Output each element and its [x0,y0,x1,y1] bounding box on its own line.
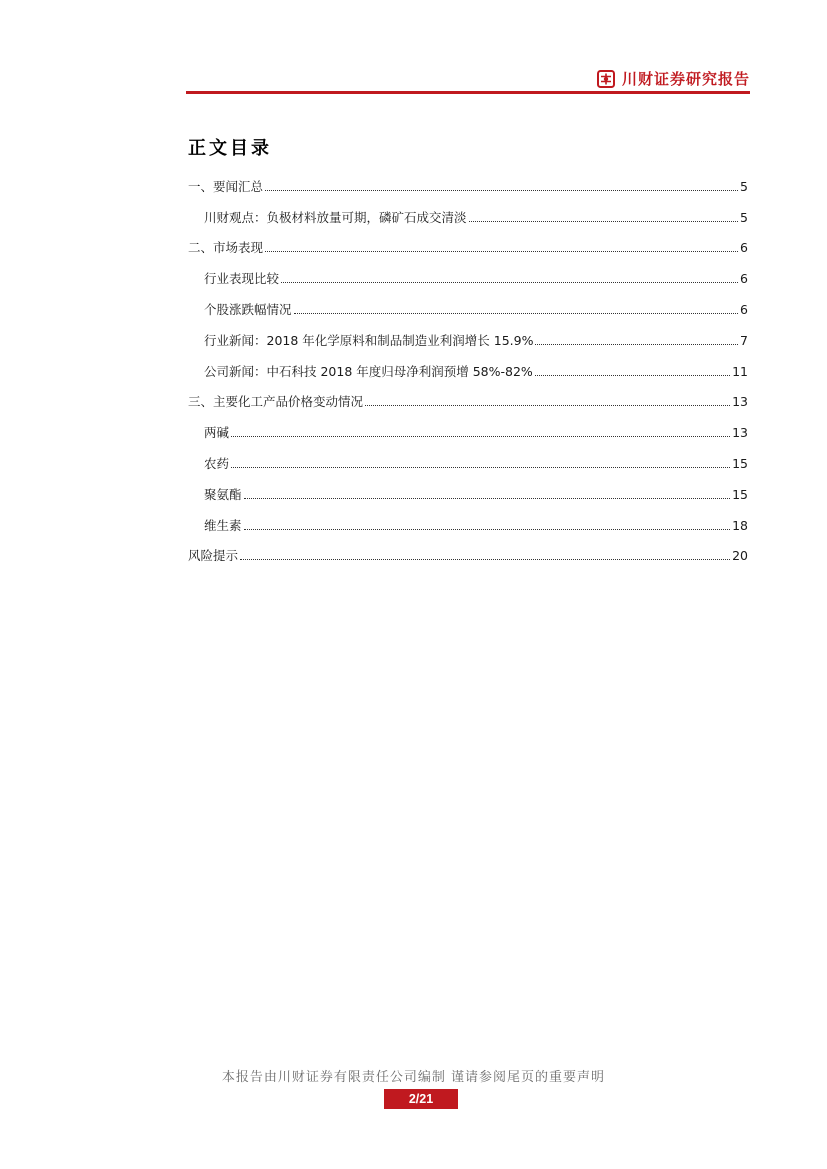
toc-entry-label: 两碱 [204,425,230,441]
toc-leader-dots [365,405,730,406]
toc-entry[interactable] [188,166,748,197]
toc-entry-label: 一、要闻汇总 [188,178,264,194]
toc-entry-label: 三、主要化工产品价格变动情况 [188,394,364,410]
toc-leader-dots [265,251,738,252]
toc-leader-dots [469,221,739,222]
toc-entry-page: 15 [732,486,748,502]
toc-title: 正文目录 [188,138,272,159]
toc-entry-page: 7 [740,332,748,348]
toc-entry[interactable] [188,258,748,289]
toc-entry-page: 13 [732,394,748,410]
table-of-contents [188,166,748,566]
page-header [186,66,750,94]
toc-entry[interactable] [188,382,748,413]
toc-entry-label: 公司新闻：中石科技 2018 年度归母净利润预增 58%-82% [204,363,533,379]
brand [597,68,750,89]
toc-leader-dots [535,375,730,376]
toc-entry[interactable] [188,474,748,505]
toc-entry-page: 18 [732,517,748,533]
toc-entry[interactable] [188,536,748,567]
toc-entry-label: 行业表现比较 [204,271,280,287]
toc-entry[interactable] [188,505,748,536]
toc-entry[interactable] [188,289,748,320]
toc-leader-dots [244,498,731,499]
toc-entry-label: 二、市场表现 [188,240,264,256]
toc-entry-page: 6 [740,301,748,317]
toc-entry[interactable] [188,351,748,382]
footer-disclaimer: 本报告由川财证券有限责任公司编制 谨请参阅尾页的重要声明 [221,1070,606,1085]
brand-title: 川财证券研究报告 [621,70,750,88]
toc-entry[interactable] [188,197,748,228]
chuancai-logo-icon [597,70,615,88]
toc-entry[interactable] [188,320,748,351]
toc-entry-page: 6 [740,271,748,287]
toc-leader-dots [231,467,730,468]
page-number-badge: 2/21 [384,1089,458,1109]
toc-entry-page: 13 [732,425,748,441]
toc-leader-dots [240,559,730,560]
toc-leader-dots [535,344,738,345]
header-divider [186,91,750,94]
toc-leader-dots [231,436,730,437]
toc-entry[interactable] [188,228,748,259]
toc-entry-page: 15 [732,455,748,471]
toc-leader-dots [244,529,731,530]
toc-entry-page: 5 [740,178,748,194]
toc-entry-label: 维生素 [204,517,242,533]
toc-entry-label: 风险提示 [188,548,239,564]
toc-entry-label: 川财观点：负极材料放量可期，磷矿石成交清淡 [204,209,467,225]
toc-entry-label: 个股涨跌幅情况 [204,301,292,317]
toc-entry-page: 6 [740,240,748,256]
toc-entry-label: 农药 [204,455,230,471]
toc-entry-page: 11 [732,363,748,379]
toc-entry-page: 20 [732,548,748,564]
toc-leader-dots [294,313,739,314]
toc-entry-page: 5 [740,209,748,225]
toc-leader-dots [265,190,738,191]
toc-entry[interactable] [188,412,748,443]
toc-entry-label: 聚氨酯 [204,486,242,502]
toc-leader-dots [281,282,738,283]
toc-entry[interactable] [188,443,748,474]
toc-entry-label: 行业新闻：2018 年化学原料和制品制造业利润增长 15.9% [204,332,534,348]
